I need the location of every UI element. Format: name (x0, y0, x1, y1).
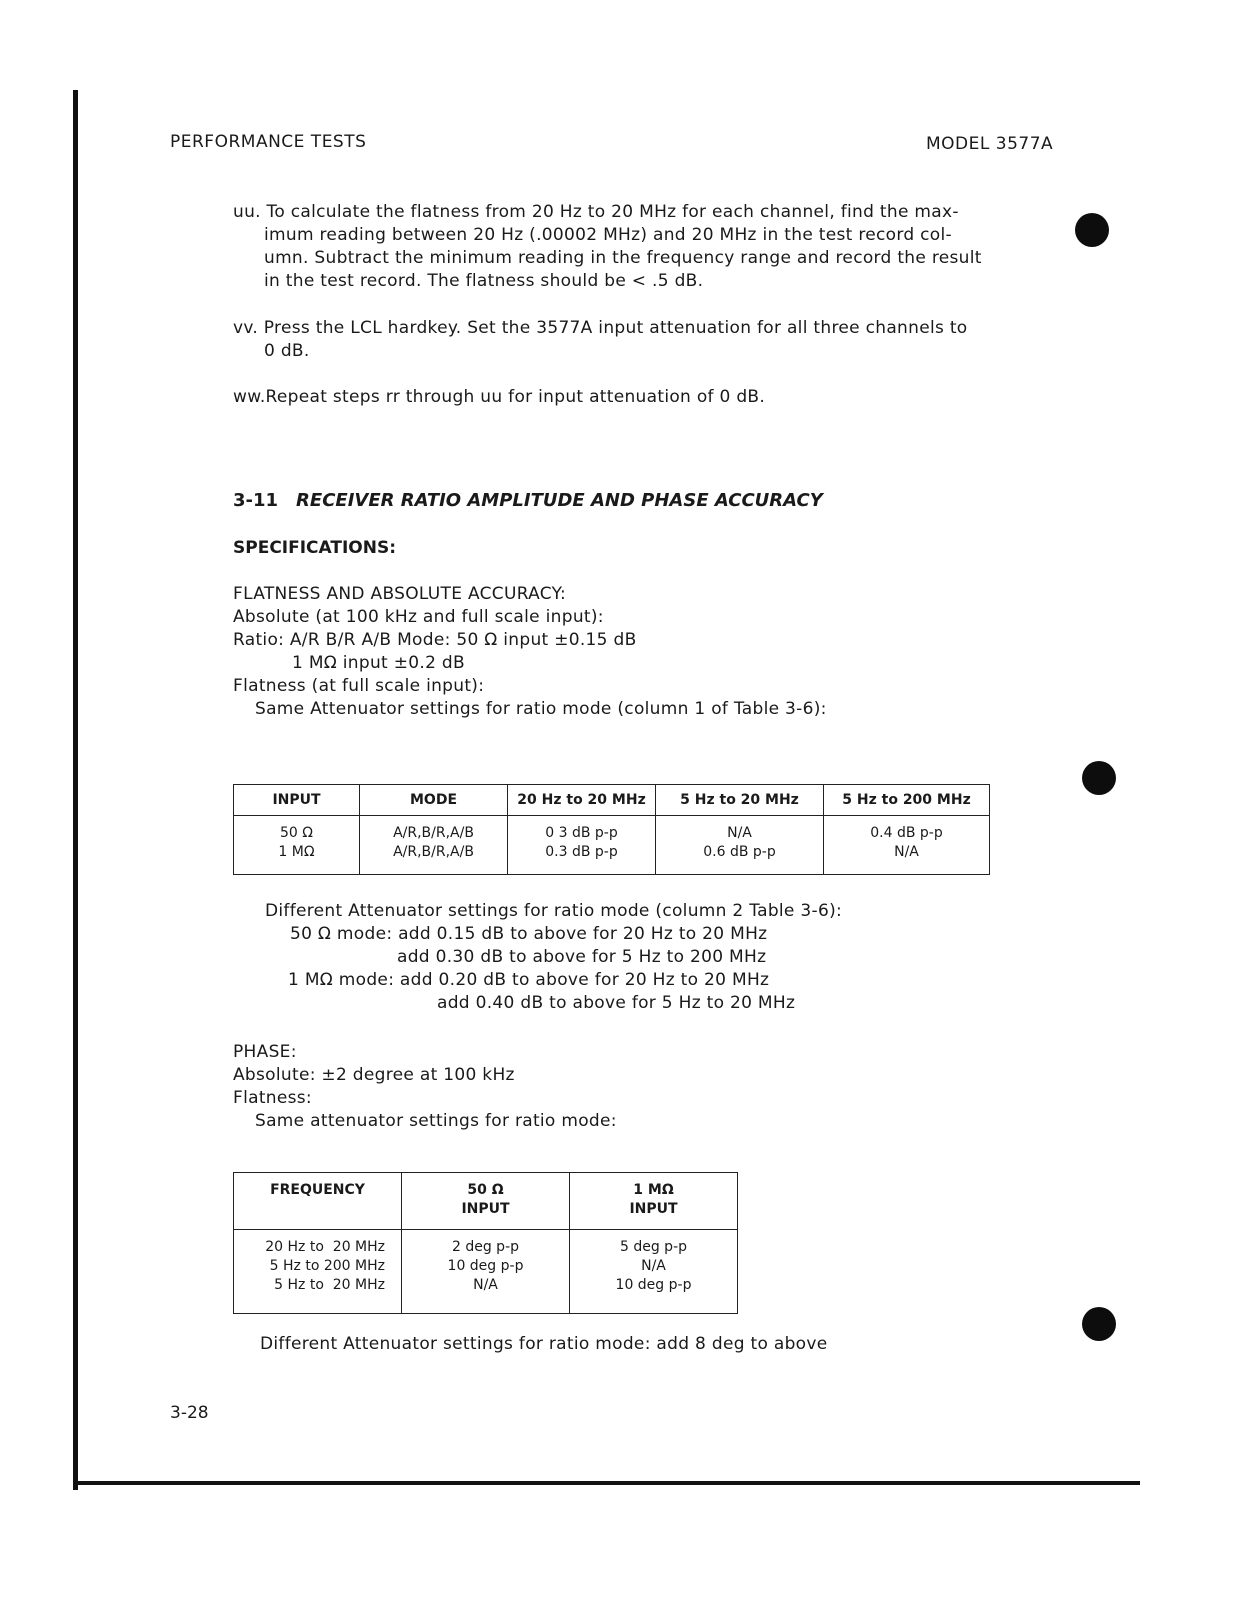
cell-line: 1 MΩ (278, 844, 315, 860)
table-header-row (234, 1173, 738, 1230)
phase-heading: PHASE: (233, 1042, 297, 1062)
different-attenuator-heading: Different Attenuator settings for ratio mode (column 2 Table 3-6): (265, 901, 843, 921)
section-heading (233, 490, 823, 511)
left-margin-rule (73, 90, 78, 1490)
flatness-heading: FLATNESS AND ABSOLUTE ACCURACY: (233, 584, 567, 604)
flatness-full-scale-line: Flatness (at full scale input): (233, 676, 485, 696)
cell-line: 0.6 dB p-p (703, 844, 776, 860)
step-ww-line-1: ww.Repeat steps rr through uu for input attenuation of 0 dB. (233, 387, 766, 407)
section-number: 3-11 (233, 490, 279, 511)
cell-line: 10 deg p-p (447, 1258, 524, 1274)
table-row (234, 816, 990, 875)
cell-line: A/R,B/R,A/B (393, 844, 474, 860)
step-uu-line-2: imum reading between 20 Hz (.00002 MHz) and 20 MHz in the test record col- (264, 225, 952, 245)
binder-hole-top (1075, 213, 1109, 247)
cell-line: N/A (727, 825, 752, 841)
one-megohm-line: 1 MΩ input ±0.2 dB (292, 653, 465, 673)
header-right: MODEL 3577A (926, 134, 1054, 154)
cell-line: 0.4 dB p-p (870, 825, 943, 841)
ratio-line: Ratio: A/R B/R A/B Mode: 50 Ω input ±0.15 dB (233, 630, 637, 650)
fifty-ohm-mode-line: 50 Ω mode: add 0.15 dB to above for 20 Hz to 20 MHz (290, 924, 768, 944)
specifications-label: SPECIFICATIONS: (233, 538, 397, 558)
step-vv (233, 317, 993, 363)
header-line: INPUT (629, 1201, 678, 1217)
cell-line: 50 Ω (280, 825, 313, 841)
col-header-frequency (234, 1173, 402, 1230)
col-header-20hz-20mhz: 20 Hz to 20 MHz (508, 785, 656, 816)
cell-line: 0.3 dB p-p (545, 844, 618, 860)
col-header-1-megohm-input (570, 1173, 738, 1230)
header-line: 50 Ω (467, 1182, 504, 1198)
table-cell (234, 816, 360, 875)
header-line: 1 MΩ (633, 1182, 674, 1198)
header-line: INPUT (461, 1201, 510, 1217)
step-vv-line-2: 0 dB. (264, 341, 310, 361)
cell-line: 10 deg p-p (615, 1277, 692, 1293)
col-header-5hz-20mhz: 5 Hz to 20 MHz (656, 785, 824, 816)
cell-line: 5 Hz to 20 MHz (274, 1277, 385, 1293)
absolute-line: Absolute (at 100 kHz and full scale input): (233, 607, 604, 627)
step-uu-line-3: umn. Subtract the minimum reading in the frequency range and record the result (264, 248, 982, 268)
table-cell (234, 1230, 402, 1314)
flatness-table (233, 784, 990, 875)
one-megohm-mode-line: 1 MΩ mode: add 0.20 dB to above for 20 Hz to 20 MHz (288, 970, 770, 990)
section-title: RECEIVER RATIO AMPLITUDE AND PHASE ACCURACY (296, 490, 823, 511)
cell-line: 20 Hz to 20 MHz (265, 1239, 385, 1255)
col-header-5hz-200mhz: 5 Hz to 200 MHz (824, 785, 990, 816)
table-cell (570, 1230, 738, 1314)
header-left: PERFORMANCE TESTS (170, 132, 367, 152)
page-number: 3-28 (170, 1403, 209, 1423)
cell-line: 5 deg p-p (619, 1239, 688, 1255)
cell-line: A/R,B/R,A/B (393, 825, 474, 841)
cell-line: N/A (641, 1258, 666, 1274)
same-attenuator-line: Same Attenuator settings for ratio mode (column 1 of Table 3-6): (255, 699, 827, 719)
one-megohm-mode-line-2: add 0.40 dB to above for 5 Hz to 20 MHz (437, 993, 796, 1013)
table-cell (402, 1230, 570, 1314)
step-uu-line-1: uu. To calculate the flatness from 20 Hz to 20 MHz for each channel, find the max- (233, 202, 959, 222)
col-header-mode: MODE (360, 785, 508, 816)
fifty-ohm-mode-line-2: add 0.30 dB to above for 5 Hz to 200 MHz (397, 947, 767, 967)
step-vv-line-1: vv. Press the LCL hardkey. Set the 3577A input attenuation for all three channels to (233, 318, 968, 338)
col-header-input: INPUT (234, 785, 360, 816)
bottom-margin-rule (76, 1481, 1140, 1485)
cell-line: N/A (894, 844, 919, 860)
footer-note: Different Attenuator settings for ratio mode: add 8 deg to above (260, 1334, 828, 1354)
cell-line: N/A (473, 1277, 498, 1293)
col-header-50-ohm-input (402, 1173, 570, 1230)
step-uu-line-4: in the test record. The flatness should be < .5 dB. (264, 271, 704, 291)
phase-flatness-line: Flatness: (233, 1088, 312, 1108)
phase-table (233, 1172, 738, 1314)
table-cell (824, 816, 990, 875)
table-cell (508, 816, 656, 875)
table-row (234, 1230, 738, 1314)
step-uu (233, 201, 993, 293)
table-cell (360, 816, 508, 875)
cell-line: 2 deg p-p (451, 1239, 520, 1255)
binder-hole-bottom (1082, 1307, 1116, 1341)
cell-line: 0 3 dB p-p (545, 825, 618, 841)
binder-hole-middle (1082, 761, 1116, 795)
header-line: FREQUENCY (270, 1182, 365, 1198)
table-cell (656, 816, 824, 875)
table-header-row (234, 785, 990, 816)
step-ww (233, 386, 993, 409)
phase-same-attenuator-line: Same attenuator settings for ratio mode: (255, 1111, 617, 1131)
cell-line: 5 Hz to 200 MHz (269, 1258, 385, 1274)
phase-absolute-line: Absolute: ±2 degree at 100 kHz (233, 1065, 515, 1085)
